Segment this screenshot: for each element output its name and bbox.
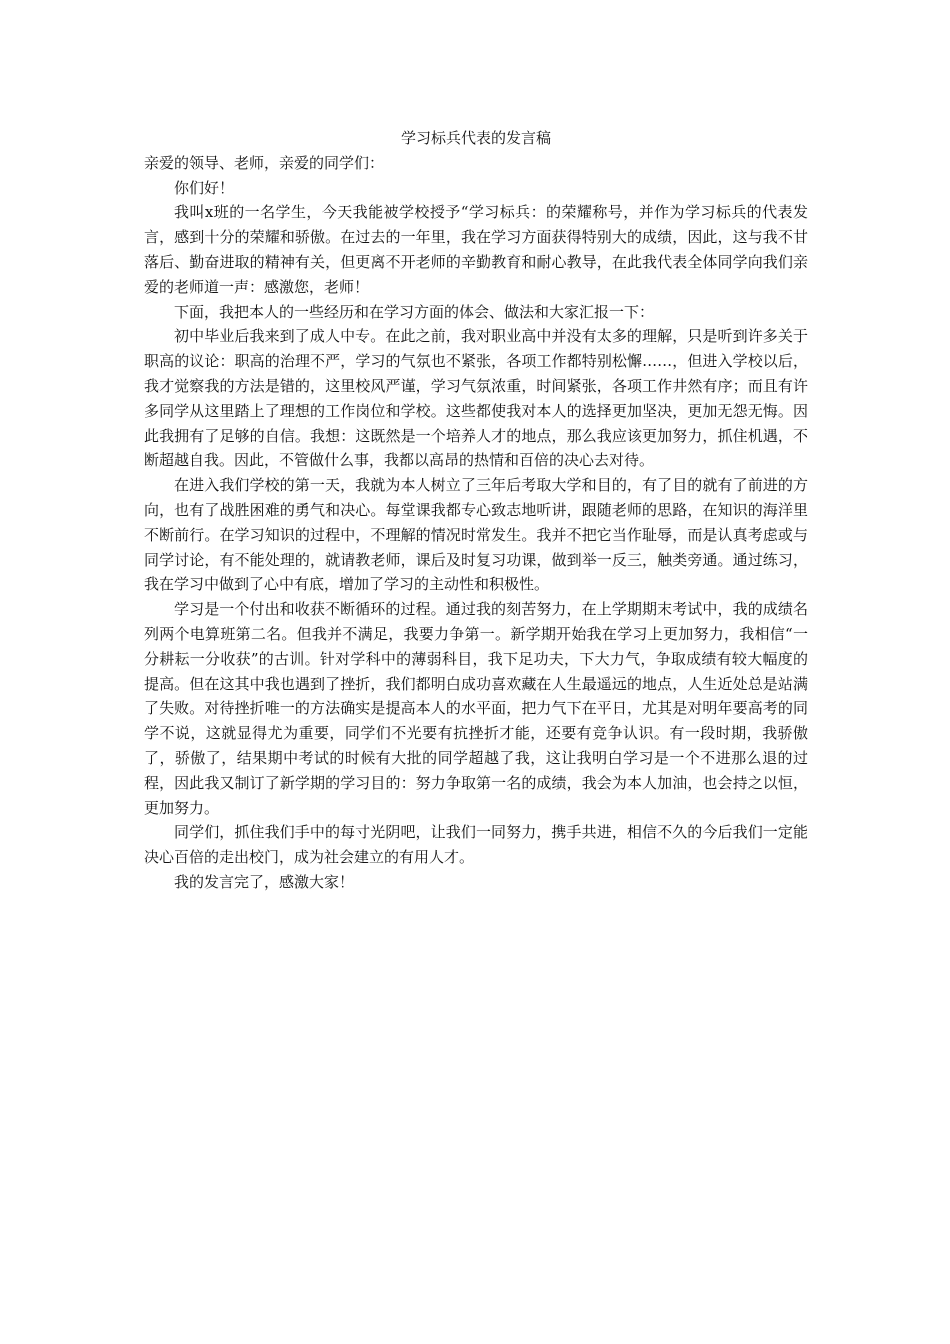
document-title: 学习标兵代表的发言稿 <box>400 129 551 147</box>
paragraph-school-experience: 初中毕业后我来到了成人中专。在此之前，我对职业高中并没有太多的理解，只是听到许多关于职高的议论：职高的治理不严，学习的气氛也不紧张，各项工作都特别松懈……，但进入学校以后，我才觉察我的方法是错的，这里校风严谨，学习气氛浓重，时间紧张，各项工作井然有序；而且有许多同学从这里踏上了理想的工作岗位和学校。这些都使我对本人的选择更加坚决，更加无怨无悔。因此我拥有了足够的自信。我想：这既然是一个培养人才的地点，那么我应该更加努力，抓住机遇，不断超越自我。因此，不管做什么事，我都以高昂的热情和百倍的决心去对待。 <box>144 327 808 470</box>
paragraph-closing: 我的发言完了，感激大家！ <box>174 872 355 891</box>
paragraph-call-to-action: 同学们，抓住我们手中的每寸光阴吧，让我们一同努力，携手共进，相信不久的今后我们一定能决心百倍的走出校门，成为社会建立的有用人才。 <box>144 823 808 867</box>
paragraph-learning-process: 学习是一个付出和收获不断循环的过程。通过我的刻苦努力，在上学期期末考试中，我的成绩名列两个电算班第二名。但我并不满足，我要力争第一。新学期开始我在学习上更加努力，我相信“一分耕耘一分收获”的古训。针对学科中的薄弱科目，我下足功夫，下大力气，争取成绩有较大幅度的提高。但在这其中我也遇到了挫折，我们都明白成功喜欢藏在人生最遥远的地点，人生近处总是站满了失败。对待挫折唯一的方法确实是提高本人的水平面，把力气下在平日，尤其是对明年要高考的同学不说，这就显得尤为重要，同学们不光要有抗挫折才能，还要有竞争认识。有一段时期，我骄傲了，骄傲了，结果期中考试的时候有大批的同学超越了我，这让我明白学习是一个不进那么退的过程，因此我又制订了新学期的学习目的：努力争取第一名的成绩，我会为本人加油，也会持之以恒，更加努力。 <box>144 600 808 817</box>
paragraph-introduction: 我叫x班的一名学生，今天我能被学校授予“学习标兵：的荣耀称号，并作为学习标兵的代表发言，感到十分的荣耀和骄傲。在过去的一年里，我在学习方面获得特别大的成绩，因此，这与我不甘落后、勤奋进取的精神有关，但更离不开老师的辛勤教育和耐心教导，在此我代表全体同学向我们亲爱的老师道一声：感激您，老师！ <box>144 203 808 296</box>
document-body <box>144 126 808 895</box>
paragraph-greeting: 你们好！ <box>174 178 235 197</box>
salutation: 亲爱的领导、老师，亲爱的同学们： <box>144 153 385 172</box>
paragraph-goals: 在进入我们学校的第一天，我就为本人树立了三年后考取大学和目的，有了目的就有了前进的方向，也有了战胜困难的勇气和决心。每堂课我都专心致志地听讲，跟随老师的思路，在知识的海洋里不断前行。在学习知识的过程中，不理解的情况时常发生。我并不把它当作耻辱，而是认真考虑或与同学讨论，有不能处理的，就请教老师，课后及时复习功课，做到举一反三，触类旁通。通过练习，我在学习中做到了心中有底，增加了学习的主动性和积极性。 <box>144 476 808 594</box>
paragraph-report-intro: 下面，我把本人的一些经历和在学习方面的体会、做法和大家汇报一下： <box>174 302 655 321</box>
